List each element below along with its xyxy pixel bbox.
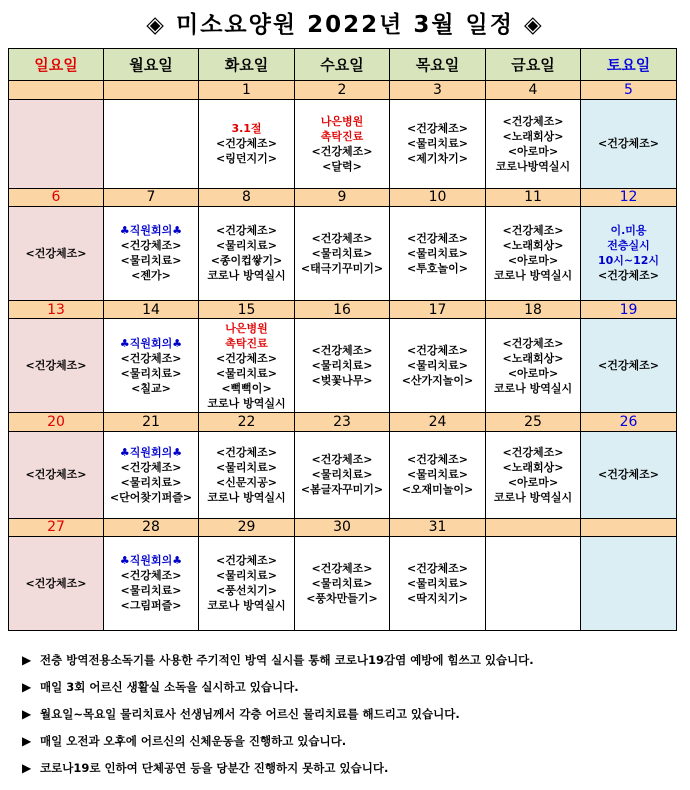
events-row — [9, 99, 677, 188]
event-label: <물리치료> — [216, 239, 277, 253]
day-cell — [390, 431, 486, 518]
date-number-row — [9, 301, 677, 319]
event-label: <건강체조> — [311, 561, 373, 575]
day-cell — [199, 99, 295, 188]
event-label: <딱지치기> — [407, 591, 468, 605]
day-cell — [295, 99, 390, 188]
event-label: <물리치료> — [407, 468, 468, 482]
date-number: 13 — [9, 301, 104, 319]
bullet-arrow-icon: ▶ — [22, 680, 32, 694]
event-label: <물리치료> — [311, 359, 373, 373]
event-label: <아로마> — [507, 254, 559, 268]
event-label: <물리치료> — [407, 246, 468, 260]
event-label: <물리치료> — [216, 460, 277, 474]
date-number: 3 — [390, 81, 486, 99]
event-label: <건강체조> — [311, 453, 373, 467]
event-label: 전층실시 — [607, 239, 650, 253]
event-label: <물리치료> — [120, 584, 182, 598]
day-cell — [486, 536, 581, 630]
event-label: <링던지기> — [216, 152, 277, 166]
event-label: <건강체조> — [25, 359, 87, 373]
day-cell — [581, 319, 677, 413]
event-label: <물리치료> — [311, 468, 373, 482]
date-number — [581, 518, 677, 536]
date-number: 30 — [295, 518, 390, 536]
note-item — [22, 677, 672, 704]
note-text: 코로나19로 인하여 단체공연 등을 당분간 진행하지 못하고 있습니다. — [40, 761, 389, 775]
date-number: 6 — [9, 188, 104, 206]
event-label: 나은병원 — [320, 114, 364, 128]
day-cell — [9, 431, 104, 518]
date-number: 8 — [199, 188, 295, 206]
event-label: <노래회상> — [502, 351, 564, 365]
date-number: 15 — [199, 301, 295, 319]
day-cell — [104, 206, 199, 300]
date-number: 16 — [295, 301, 390, 319]
event-label: <건강체조> — [311, 231, 373, 245]
event-label: 10시~12시 — [597, 254, 660, 268]
event-label: <건강체조> — [407, 561, 468, 575]
day-cell — [581, 536, 677, 630]
note-text: 전층 방역전용소독기를 사용한 주기적인 방역 실시를 통해 코로나19감염 예방에 힘쓰고 있습니다. — [40, 653, 534, 667]
event-label: ♣직원회의♣ — [119, 336, 183, 350]
date-number: 23 — [295, 413, 390, 431]
events-row — [9, 536, 677, 630]
event-label: <아로마> — [507, 144, 559, 158]
event-label: <단어찾기퍼즐> — [109, 490, 193, 504]
event-label: <건강체조> — [216, 554, 277, 568]
day-cell — [9, 536, 104, 630]
event-label: <건강체조> — [25, 468, 87, 482]
day-cell — [295, 206, 390, 300]
date-number: 17 — [390, 301, 486, 319]
day-cell — [581, 431, 677, 518]
day-cell — [199, 536, 295, 630]
day-cell — [295, 319, 390, 413]
event-label: <물리치료> — [311, 246, 373, 260]
event-label: <건강체조> — [598, 359, 659, 373]
event-label: <건강체조> — [120, 351, 182, 365]
note-item — [22, 731, 672, 758]
event-label: 코로나 방역실시 — [207, 396, 286, 410]
note-item — [22, 758, 672, 785]
event-label: <오재미놀이> — [401, 483, 474, 497]
event-label: <태극기꾸미기> — [300, 261, 384, 275]
event-label: ♣직원회의♣ — [119, 224, 183, 238]
event-label: 촉탁진료 — [225, 336, 268, 350]
date-number: 19 — [581, 301, 677, 319]
event-label: <뻑뻑이> — [221, 381, 272, 395]
date-number-row — [9, 188, 677, 206]
bullet-arrow-icon: ▶ — [22, 653, 32, 667]
weekday-header-thursday: 목요일 — [390, 49, 486, 81]
event-label: <물리치료> — [120, 254, 182, 268]
page-title: ◈ 미소요양원 2022년 3월 일정 ◈ — [146, 12, 544, 38]
event-label: <봄글자꾸미기> — [300, 483, 384, 497]
weekday-header-tuesday: 화요일 — [199, 49, 295, 81]
note-text: 매일 오전과 오후에 어르신의 신체운동을 진행하고 있습니다. — [40, 734, 347, 748]
day-cell — [486, 319, 581, 413]
event-label: <건강체조> — [120, 239, 182, 253]
event-label: <풍선치기> — [216, 584, 277, 598]
date-number: 21 — [104, 413, 199, 431]
event-label: <그림퍼즐> — [120, 599, 182, 613]
event-label: <노래회상> — [502, 239, 564, 253]
event-label: <건강체조> — [216, 224, 277, 238]
day-cell — [9, 319, 104, 413]
weekday-header-wednesday: 수요일 — [295, 49, 390, 81]
date-number: 20 — [9, 413, 104, 431]
event-label: <투호놀이> — [407, 261, 468, 275]
event-label: <물리치료> — [216, 569, 277, 583]
event-label: <건강체조> — [216, 445, 277, 459]
date-number: 10 — [390, 188, 486, 206]
date-number: 24 — [390, 413, 486, 431]
weekday-header-sunday: 일요일 — [9, 49, 104, 81]
day-cell — [199, 319, 295, 413]
day-cell — [390, 536, 486, 630]
date-number: 7 — [104, 188, 199, 206]
event-label: 코로나 방역실시 — [207, 269, 286, 283]
date-number: 2 — [295, 81, 390, 99]
day-cell — [486, 206, 581, 300]
event-label: <아로마> — [507, 475, 559, 489]
event-label: <건강체조> — [502, 114, 564, 128]
event-label: 코로나 방역실시 — [207, 599, 286, 613]
note-item — [22, 704, 672, 731]
event-label: 촉탁진료 — [320, 129, 364, 143]
date-number: 25 — [486, 413, 581, 431]
date-number: 27 — [9, 518, 104, 536]
event-label: <물리치료> — [216, 366, 277, 380]
date-number: 22 — [199, 413, 295, 431]
day-cell — [104, 431, 199, 518]
event-label: <달력> — [322, 159, 362, 173]
bullet-arrow-icon: ▶ — [22, 761, 32, 775]
event-label: <건강체조> — [407, 122, 468, 136]
event-label: <종이컵쌓기> — [210, 254, 283, 268]
event-label: <건강체조> — [502, 445, 564, 459]
event-label: 3.1절 — [231, 122, 262, 136]
event-label: <건강체조> — [502, 336, 564, 350]
event-label: <건강체조> — [120, 460, 182, 474]
event-label: <노래회상> — [502, 460, 564, 474]
date-number — [9, 81, 104, 99]
date-number: 12 — [581, 188, 677, 206]
event-label: <물리치료> — [120, 366, 182, 380]
date-number: 14 — [104, 301, 199, 319]
event-label: <건강체조> — [598, 468, 659, 482]
events-row — [9, 431, 677, 518]
event-label: <물리치료> — [407, 576, 468, 590]
note-text: 월요일~목요일 물리치료사 선생님께서 각층 어르신 물리치료를 해드리고 있습니다. — [40, 707, 460, 721]
event-label: <물리치료> — [311, 576, 373, 590]
event-label: <건강체조> — [120, 569, 182, 583]
event-label: <건강체조> — [407, 453, 468, 467]
day-cell — [581, 99, 677, 188]
day-cell — [104, 536, 199, 630]
bullet-arrow-icon: ▶ — [22, 707, 32, 721]
event-label: <건강체조> — [598, 137, 659, 151]
event-label: <벚꽃나무> — [311, 374, 373, 388]
date-number-row — [9, 518, 677, 536]
event-label: <풍차만들기> — [306, 591, 378, 605]
event-label: <신문지공> — [216, 475, 277, 489]
weekday-header-row — [9, 49, 677, 81]
note-item — [22, 650, 672, 677]
day-cell — [486, 99, 581, 188]
date-number: 26 — [581, 413, 677, 431]
event-label: <건강체조> — [407, 231, 468, 245]
date-number: 9 — [295, 188, 390, 206]
event-label: 코로나방역실시 — [495, 159, 571, 173]
date-number-row — [9, 413, 677, 431]
event-label: <칠교> — [131, 381, 171, 395]
event-label: 코로나 방역실시 — [493, 269, 573, 283]
event-label: <물리치료> — [120, 475, 182, 489]
day-cell — [104, 99, 199, 188]
event-label: <산가지놀이> — [401, 374, 474, 388]
day-cell — [390, 99, 486, 188]
event-label: <건강체조> — [25, 576, 87, 590]
event-label: 코로나 방역실시 — [207, 490, 286, 504]
events-row — [9, 319, 677, 413]
date-number — [486, 518, 581, 536]
event-label: <건강체조> — [25, 246, 87, 260]
day-cell — [9, 206, 104, 300]
event-label: <건강체조> — [216, 137, 277, 151]
event-label: <건강체조> — [216, 351, 277, 365]
event-label: <건강체조> — [311, 344, 373, 358]
day-cell — [295, 536, 390, 630]
day-cell — [104, 319, 199, 413]
date-number: 29 — [199, 518, 295, 536]
day-cell — [199, 206, 295, 300]
event-label: <건강체조> — [407, 344, 468, 358]
event-label: <물리치료> — [407, 137, 468, 151]
events-row — [9, 206, 677, 300]
date-number: 11 — [486, 188, 581, 206]
weekday-header-saturday: 토요일 — [581, 49, 677, 81]
event-label: <젠가> — [131, 269, 171, 283]
event-label: <제기차기> — [407, 152, 468, 166]
event-label: 이.미용 — [610, 224, 647, 238]
notes-list — [22, 650, 672, 785]
date-number-row — [9, 81, 677, 99]
date-number: 1 — [199, 81, 295, 99]
event-label: <물리치료> — [407, 359, 468, 373]
date-number: 31 — [390, 518, 486, 536]
event-label: <건강체조> — [502, 224, 564, 238]
day-cell — [581, 206, 677, 300]
note-text: 매일 3회 어르신 생활실 소독을 실시하고 있습니다. — [40, 680, 299, 694]
date-number: 4 — [486, 81, 581, 99]
weekday-header-monday: 월요일 — [104, 49, 199, 81]
event-label: <노래회상> — [502, 129, 564, 143]
event-label: <건강체조> — [598, 269, 659, 283]
date-number: 5 — [581, 81, 677, 99]
day-cell — [199, 431, 295, 518]
event-label: 나은병원 — [225, 321, 268, 335]
event-label: <건강체조> — [311, 144, 373, 158]
date-number — [104, 81, 199, 99]
date-number: 28 — [104, 518, 199, 536]
event-label: <아로마> — [507, 366, 559, 380]
day-cell — [295, 431, 390, 518]
calendar-table — [8, 48, 677, 631]
bullet-arrow-icon: ▶ — [22, 734, 32, 748]
weekday-header-friday: 금요일 — [486, 49, 581, 81]
day-cell — [390, 319, 486, 413]
event-label: 코로나 방역실시 — [493, 381, 573, 395]
date-number: 18 — [486, 301, 581, 319]
day-cell — [486, 431, 581, 518]
event-label: ♣직원회의♣ — [119, 554, 183, 568]
day-cell — [9, 99, 104, 188]
event-label: 코로나 방역실시 — [493, 490, 573, 504]
day-cell — [390, 206, 486, 300]
event-label: ♣직원회의♣ — [119, 445, 183, 459]
